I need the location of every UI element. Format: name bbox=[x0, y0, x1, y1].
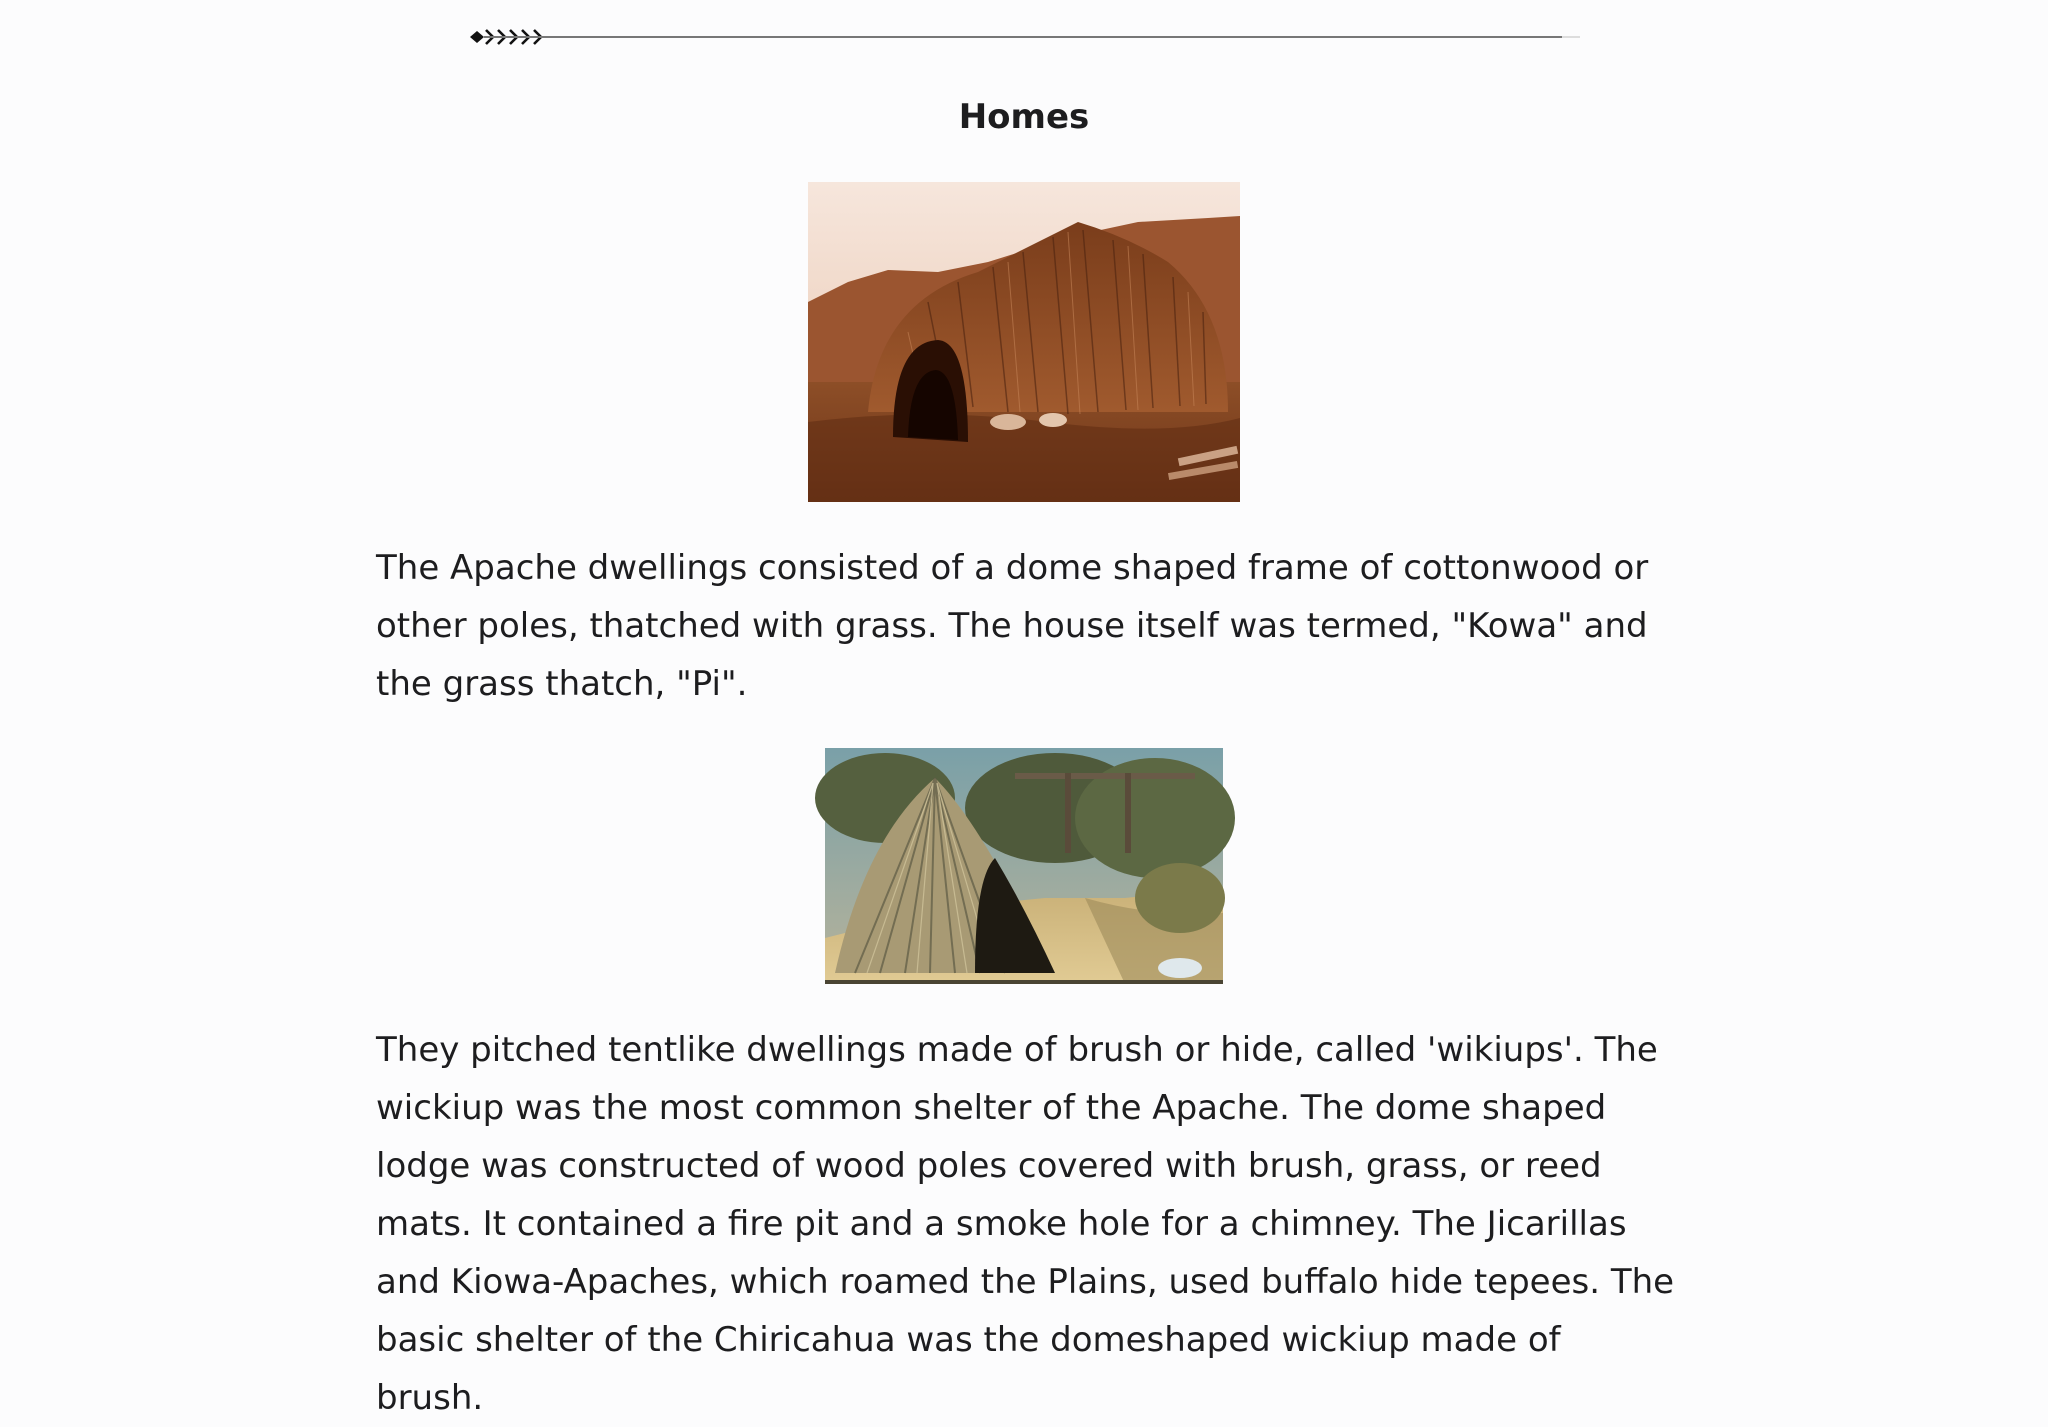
photo-sepia-hut-icon bbox=[808, 182, 1240, 502]
photo-wickiup-icon bbox=[825, 748, 1223, 984]
arrow-fletching-icon bbox=[470, 22, 1580, 52]
wickiup-photo bbox=[825, 748, 1223, 984]
paragraph-dwellings: The Apache dwellings consisted of a dome shaped frame of cottonwood or other poles, thatched with grass. The house itself was termed, "Kowa" and the grass thatch, "Pi". bbox=[376, 548, 1649, 704]
paragraph-wickiups: They pitched tentlike dwellings made of brush or hide, called 'wikiups'. The wickiup was the most common shelter of the Apache. The dome shaped lodge was constructed of wood poles covered with brush, grass, or reed mats. It contained a fire pit and a smoke hole for a chimney. The Jicarillas and Kiowa-Apaches, which roamed the Plains, used buffalo hide tepees. The basic shelter of the Chiricahua was the domeshaped wickiup made of brush. bbox=[376, 1030, 1675, 1418]
arrow-divider bbox=[470, 22, 1580, 52]
apache-thatched-dwelling-photo bbox=[808, 182, 1240, 502]
page-title: Homes bbox=[958, 97, 1090, 137]
